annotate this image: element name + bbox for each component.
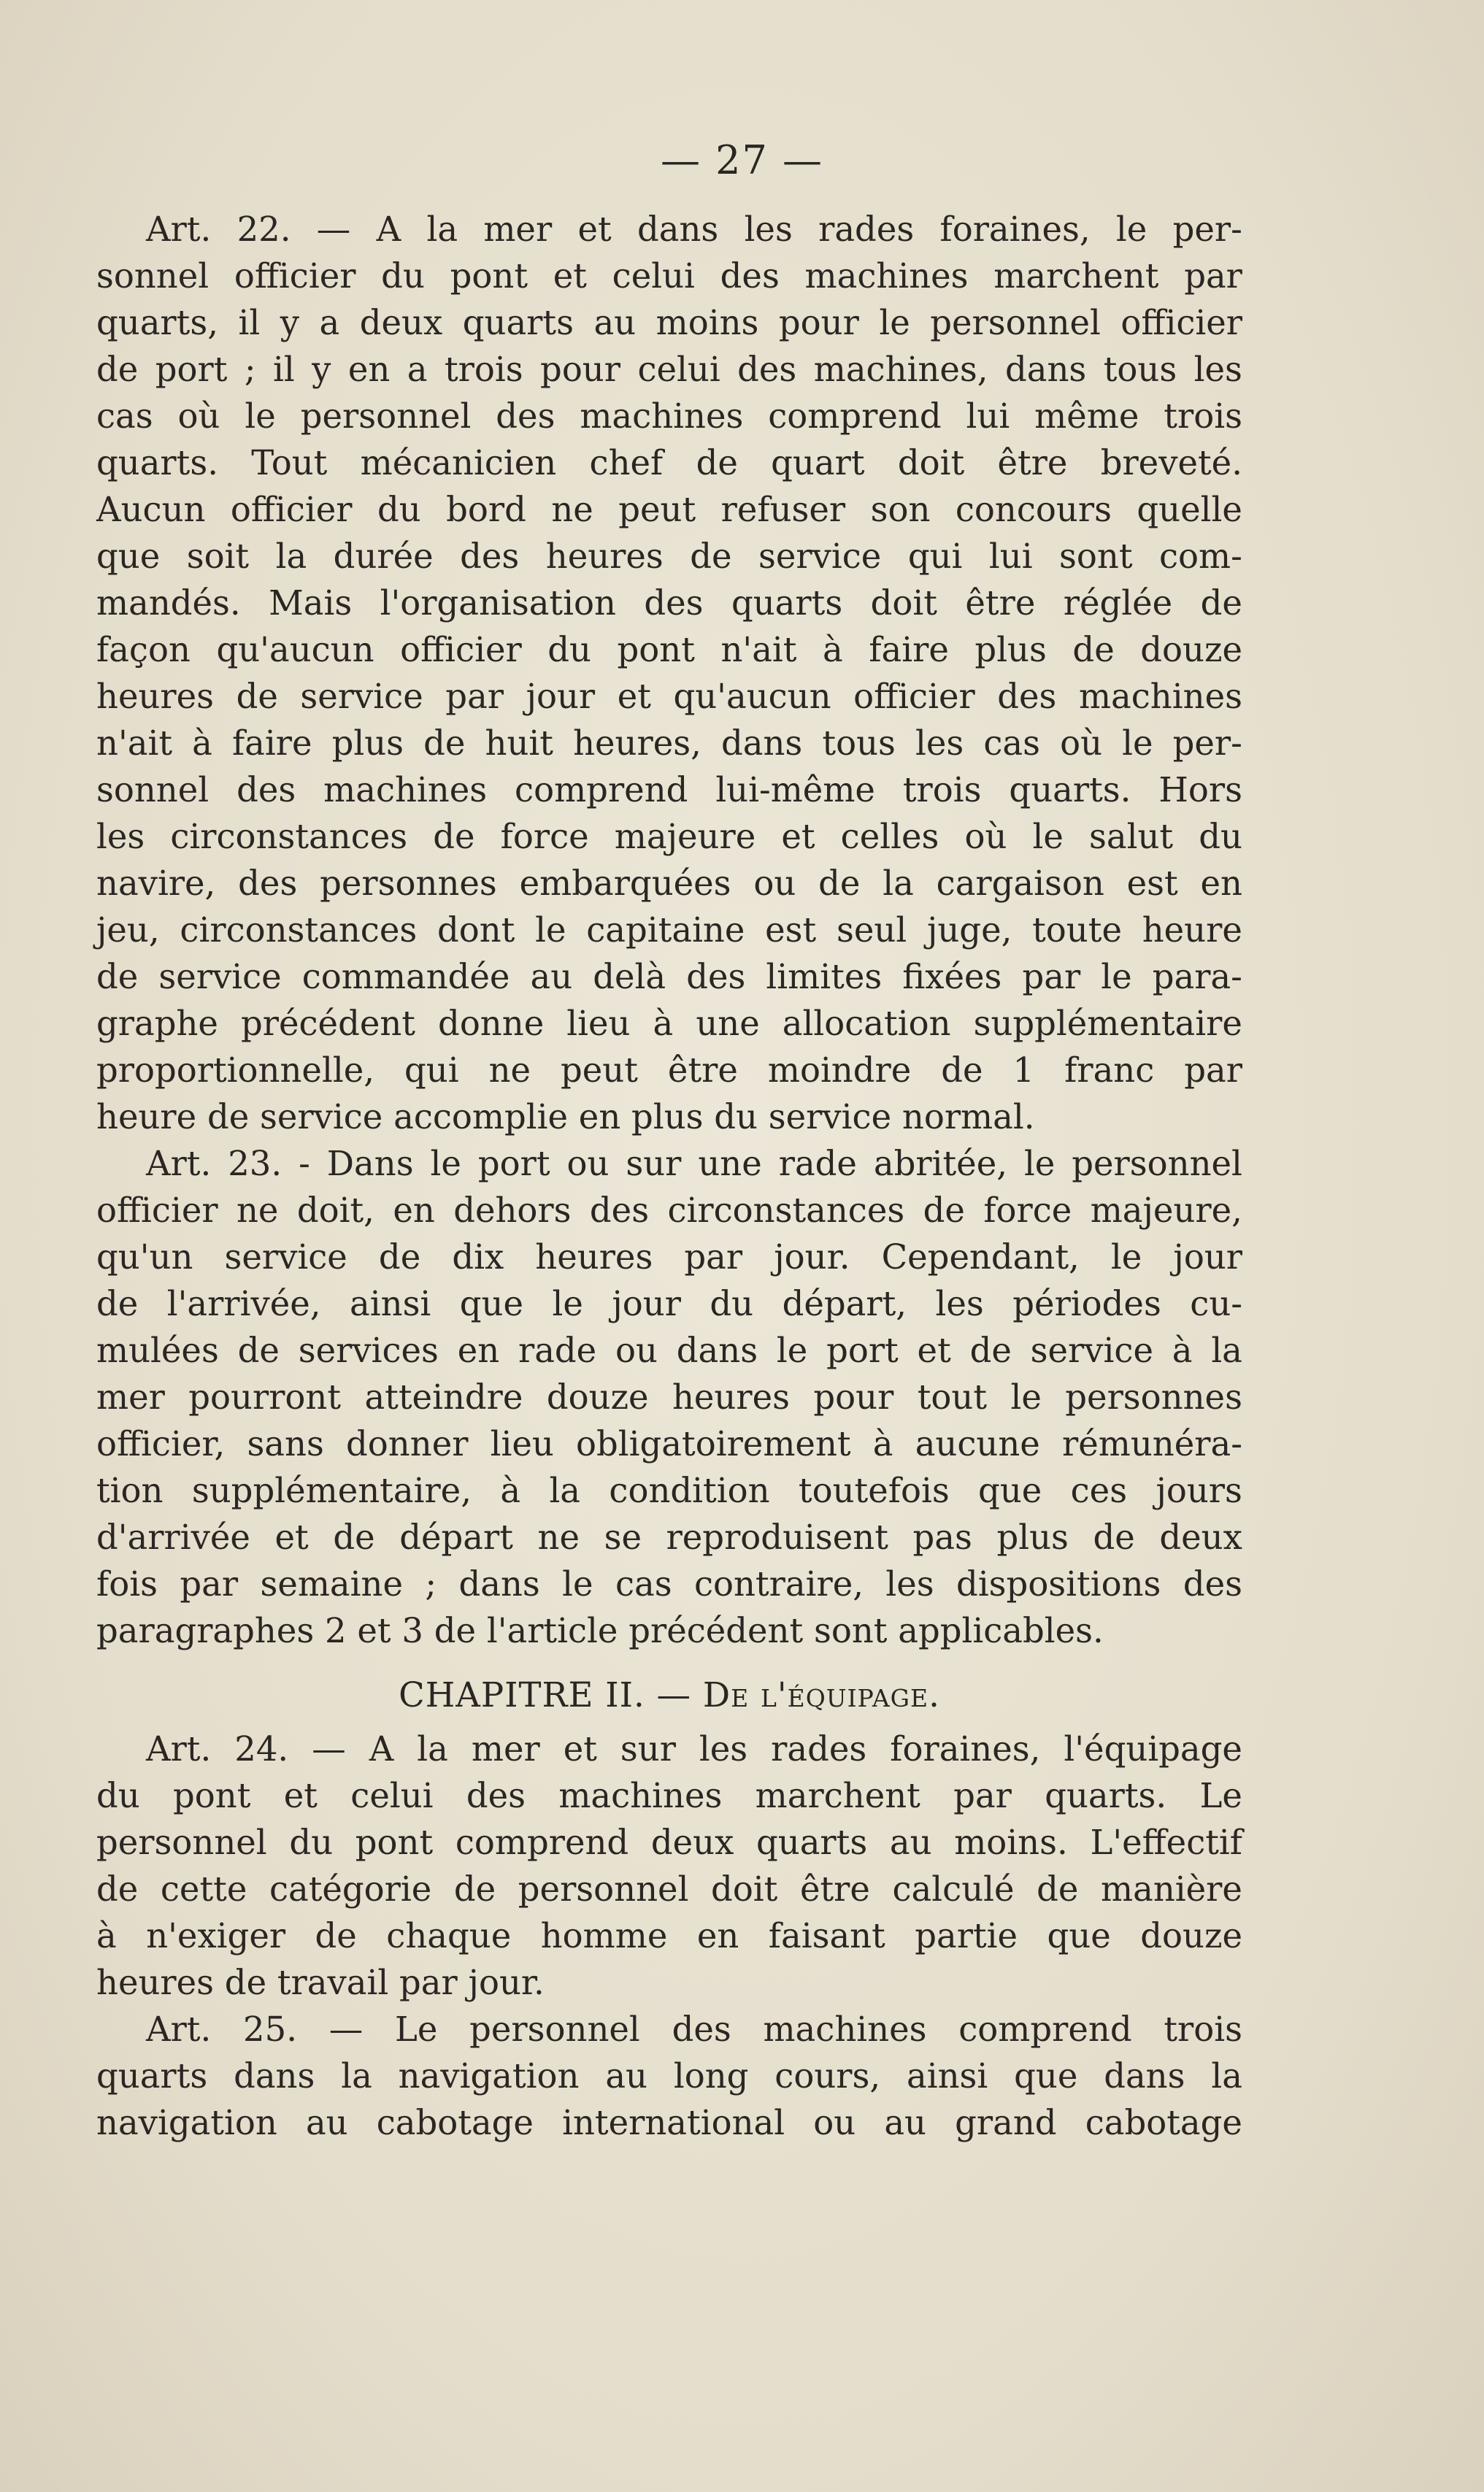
- text-line: navigation au cabotage international ou au grand cabotage: [96, 2103, 1242, 2142]
- text-line: quarts dans la navigation au long cours, ainsi que dans la: [96, 2056, 1242, 2096]
- text-line: officier, sans donner lieu obligatoirement à aucune rémunéra-: [96, 1424, 1242, 1464]
- chapter-title: De l'équipage.: [702, 1675, 940, 1715]
- text-line: tion supplémentaire, à la condition toutefois que ces jours: [96, 1471, 1242, 1510]
- text-line: n'ait à faire plus de huit heures, dans tous les cas où le per-: [96, 723, 1242, 763]
- text-line: proportionnelle, qui ne peut être moindre de 1 franc par: [96, 1050, 1242, 1090]
- article-23: [96, 1140, 1242, 1654]
- text-line: Art. 23. - Dans le port ou sur une rade abritée, le personnel: [146, 1144, 1242, 1183]
- text-line: quarts, il y a deux quarts au moins pour le personnel officier: [96, 303, 1242, 342]
- text-line: qu'un service de dix heures par jour. Cependant, le jour: [96, 1237, 1242, 1277]
- text-line: de port ; il y en a trois pour celui des machines, dans tous les: [96, 350, 1242, 389]
- article-24: [96, 1726, 1242, 2006]
- text-line: quarts. Tout mécanicien chef de quart doit être breveté.: [96, 443, 1242, 482]
- text-line: fois par semaine ; dans le cas contraire, les dispositions des: [96, 1564, 1242, 1604]
- text-line: sonnel officier du pont et celui des machines marchent par: [96, 256, 1242, 296]
- text-line: mulées de services en rade ou dans le port et de service à la: [96, 1331, 1242, 1370]
- text-line: Art. 24. — A la mer et sur les rades foraines, l'équipage: [146, 1729, 1242, 1769]
- text-line: Aucun officier du bord ne peut refuser son concours quelle: [96, 490, 1242, 529]
- text-line: navire, des personnes embarquées ou de la cargaison est en: [96, 864, 1242, 903]
- text-line: Art. 22. — A la mer et dans les rades foraines, le per-: [146, 209, 1242, 249]
- text-line: à n'exiger de chaque homme en faisant partie que douze: [96, 1916, 1242, 1955]
- text-line: façon qu'aucun officier du pont n'ait à faire plus de douze: [96, 630, 1242, 669]
- body-text: [96, 206, 1242, 2146]
- text-line: cas où le personnel des machines comprend lui même trois: [96, 396, 1242, 436]
- text-line: mer pourront atteindre douze heures pour tout le personnes: [96, 1377, 1242, 1417]
- text-line: jeu, circonstances dont le capitaine est seul juge, toute heure: [96, 910, 1242, 950]
- text-line: personnel du pont comprend deux quarts au moins. L'effectif: [96, 1823, 1242, 1862]
- text-line: de l'arrivée, ainsi que le jour du départ, les périodes cu-: [96, 1284, 1242, 1323]
- text-line: heures de service par jour et qu'aucun officier des machines: [96, 677, 1242, 716]
- text-line: les circonstances de force majeure et celles où le salut du: [96, 817, 1242, 856]
- text-line: du pont et celui des machines marchent par quarts. Le: [96, 1776, 1242, 1815]
- text-line: Art. 25. — Le personnel des machines comprend trois: [146, 2010, 1242, 2049]
- text-line: que soit la durée des heures de service qui lui sont com-: [96, 537, 1242, 576]
- article-25: [96, 2006, 1242, 2146]
- text-line: heures de travail par jour.: [96, 1963, 545, 2002]
- text-line: graphe précédent donne lieu à une allocation supplémentaire: [96, 1004, 1242, 1043]
- chapter-heading: [96, 1672, 1242, 1718]
- chapter-number: CHAPITRE II. —: [399, 1675, 692, 1715]
- text-line: paragraphes 2 et 3 de l'article précédent sont applicables.: [96, 1611, 1104, 1650]
- text-line: mandés. Mais l'organisation des quarts doit être réglée de: [96, 583, 1242, 623]
- text-line: de service commandée au delà des limites fixées par le para-: [96, 957, 1242, 996]
- text-line: officier ne doit, en dehors des circonstances de force majeure,: [96, 1191, 1242, 1230]
- text-line: de cette catégorie de personnel doit être calculé de manière: [96, 1869, 1242, 1909]
- text-line: heure de service accomplie en plus du service normal.: [96, 1097, 1035, 1137]
- article-22: [96, 206, 1242, 1140]
- text-line: d'arrivée et de départ ne se reproduisent pas plus de deux: [96, 1518, 1242, 1557]
- text-line: sonnel des machines comprend lui-même trois quarts. Hors: [96, 770, 1242, 809]
- page-number: — 27 —: [660, 137, 824, 183]
